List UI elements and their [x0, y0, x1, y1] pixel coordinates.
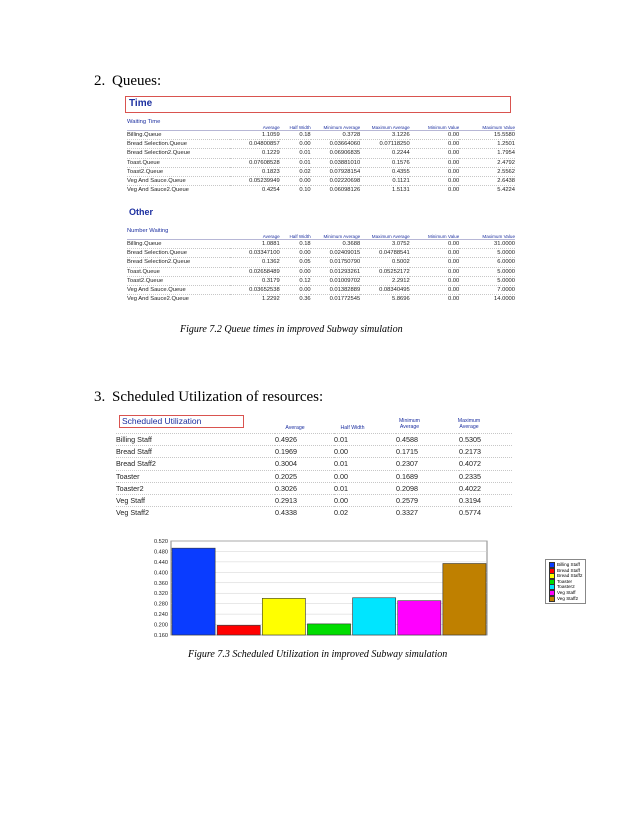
cell-name: Billing.Queue	[127, 131, 230, 140]
cell-half-width: 0.01	[280, 149, 311, 158]
cell-minimum-average: 0.3728	[311, 131, 361, 140]
cell-minimum-value: 0.00	[410, 258, 460, 267]
cell-half-width: 0.00	[280, 177, 311, 186]
cell-maximum-value: 2.4792	[459, 158, 515, 167]
cell-name: Bread Selection.Queue	[127, 140, 230, 149]
cell-name: Billing Staff	[116, 434, 275, 446]
cell-maximum-average: 0.1121	[360, 177, 410, 186]
cell-maximum-value: 5.0000	[459, 276, 515, 285]
cell-minimum-value: 0.00	[410, 140, 460, 149]
table-row	[127, 276, 515, 285]
cell-average: 0.1823	[230, 167, 280, 176]
cell-minimum-average: 0.2307	[396, 458, 459, 470]
bar-bread-staff2	[262, 598, 305, 635]
cell-half-width: 0.00	[280, 249, 311, 258]
cell-name: Toaster	[116, 470, 275, 482]
utilization-bar-chart	[148, 531, 488, 639]
cell-name: Veg Staff	[116, 495, 275, 507]
cell-average: 0.1362	[230, 258, 280, 267]
cell-minimum-average: 0.07928154	[311, 167, 361, 176]
util-header-half-width: Half Width	[340, 425, 365, 431]
cell-half-width: 0.00	[280, 286, 311, 295]
cell-average: 0.2913	[275, 495, 334, 507]
cell-half-width: 0.05	[280, 258, 311, 267]
cell-maximum-average: 0.4072	[459, 458, 512, 470]
legend-label: Bread Staff	[557, 567, 580, 573]
cell-half-width: 0.00	[334, 446, 396, 458]
cell-minimum-value: 0.00	[410, 149, 460, 158]
legend-label: Toaster2	[557, 584, 575, 590]
y-tick-label: 0.320	[154, 591, 168, 598]
cell-maximum-value: 14.0000	[459, 295, 515, 304]
cell-minimum-value: 0.00	[410, 249, 460, 258]
cell-maximum-average: 0.4022	[459, 482, 512, 494]
cell-half-width: 0.18	[280, 131, 311, 140]
cell-minimum-value: 0.00	[410, 286, 460, 295]
cell-half-width: 0.00	[280, 140, 311, 149]
legend-label: Billing Staff	[557, 562, 580, 568]
cell-minimum-average: 0.01772545	[311, 295, 361, 304]
cell-minimum-average: 0.03881010	[311, 158, 361, 167]
scheduled-utilization-label: Scheduled Utilization	[122, 416, 202, 426]
cell-minimum-value: 0.00	[410, 158, 460, 167]
cell-average: 0.1229	[230, 149, 280, 158]
col-header-minimum-value: Minimum Value	[410, 118, 460, 131]
cell-half-width: 0.00	[334, 470, 396, 482]
bar-veg-staff	[398, 601, 441, 635]
table-row	[127, 286, 515, 295]
section-title: Queues:	[112, 73, 162, 89]
y-tick-label: 0.520	[154, 539, 168, 545]
y-tick-label: 0.360	[154, 580, 168, 587]
cell-maximum-average: 0.3194	[459, 495, 512, 507]
table-row	[116, 482, 512, 494]
cell-maximum-average: 0.1576	[360, 158, 410, 167]
table-row	[116, 470, 512, 482]
table-row	[127, 167, 515, 176]
cell-name: Veg And Sauce.Queue	[127, 286, 230, 295]
cell-maximum-value: 1.7954	[459, 149, 515, 158]
table-row	[127, 131, 515, 140]
cell-average: 1.2292	[230, 295, 280, 304]
bar-billing-staff	[172, 548, 215, 635]
table-row	[127, 140, 515, 149]
section-number: 2.	[94, 73, 106, 89]
table-row	[127, 295, 515, 304]
number-waiting-title: Number Waiting	[127, 227, 230, 240]
section-title: Scheduled Utilization of resources:	[112, 389, 324, 405]
cell-minimum-average: 0.02220698	[311, 177, 361, 186]
cell-half-width: 0.01	[334, 458, 396, 470]
cell-minimum-value: 0.00	[410, 131, 460, 140]
cell-name: Bread Selection2.Queue	[127, 149, 230, 158]
chart-legend	[545, 559, 586, 604]
cell-name: Veg Staff2	[116, 507, 275, 519]
cell-half-width: 0.36	[280, 295, 311, 304]
cell-maximum-average: 5.8696	[360, 295, 410, 304]
cell-maximum-average: 0.5002	[360, 258, 410, 267]
cell-average: 0.4254	[230, 186, 280, 195]
cell-minimum-value: 0.00	[410, 186, 460, 195]
table-row	[127, 158, 515, 167]
cell-half-width: 0.12	[280, 276, 311, 285]
table-row	[116, 495, 512, 507]
cell-minimum-average: 0.01382889	[311, 286, 361, 295]
cell-name: Toast2.Queue	[127, 276, 230, 285]
cell-maximum-value: 31.0000	[459, 240, 515, 249]
legend-label: Veg Staff2	[557, 595, 579, 601]
cell-minimum-average: 0.1689	[396, 470, 459, 482]
cell-maximum-average: 3.1226	[360, 131, 410, 140]
cell-minimum-average: 0.06098126	[311, 186, 361, 195]
scheduled-utilization-banner	[119, 415, 244, 428]
cell-maximum-average: 0.04788541	[360, 249, 410, 258]
cell-half-width: 0.02	[334, 507, 396, 519]
cell-average: 0.07608528	[230, 158, 280, 167]
col-header-minimum-average: Minimum Average	[311, 227, 361, 240]
col-header-maximum-average: Maximum Average	[360, 227, 410, 240]
cell-maximum-average: 0.2244	[360, 149, 410, 158]
util-header-average: Average	[285, 425, 305, 431]
col-header-maximum-value: Maximum Value	[459, 118, 515, 131]
cell-maximum-value: 7.0000	[459, 286, 515, 295]
y-tick-label: 0.440	[154, 559, 168, 566]
table-row	[127, 267, 515, 276]
cell-minimum-average: 0.06906835	[311, 149, 361, 158]
section-heading-queues	[94, 73, 161, 90]
bar-veg-staff2	[443, 564, 486, 635]
cell-minimum-average: 0.1715	[396, 446, 459, 458]
util-header-minimum-average: Minimum Average	[398, 418, 421, 430]
cell-minimum-value: 0.00	[410, 240, 460, 249]
cell-minimum-average: 0.2579	[396, 495, 459, 507]
legend-label: Toaster	[557, 579, 573, 584]
cell-half-width: 0.10	[280, 186, 311, 195]
section-number: 3.	[94, 389, 106, 405]
cell-minimum-average: 0.3688	[311, 240, 361, 249]
cell-minimum-average: 0.03664060	[311, 140, 361, 149]
cell-minimum-average: 0.01750790	[311, 258, 361, 267]
time-banner-label: Time	[129, 98, 153, 109]
cell-name: Bread Selection2.Queue	[127, 258, 230, 267]
y-tick-label: 0.200	[154, 622, 168, 629]
cell-average: 0.3026	[275, 482, 334, 494]
cell-maximum-average: 0.4355	[360, 167, 410, 176]
col-header-minimum-value: Minimum Value	[410, 227, 460, 240]
table-row	[127, 177, 515, 186]
number-waiting-table	[127, 227, 515, 303]
cell-average: 0.03347100	[230, 249, 280, 258]
time-banner	[125, 96, 511, 113]
cell-average: 0.3004	[275, 458, 334, 470]
cell-average: 0.4338	[275, 507, 334, 519]
table-row	[116, 458, 512, 470]
cell-minimum-average: 0.01009702	[311, 276, 361, 285]
cell-average: 1.1059	[230, 131, 280, 140]
cell-minimum-value: 0.00	[410, 267, 460, 276]
cell-name: Veg And Sauce2.Queue	[127, 295, 230, 304]
cell-minimum-value: 0.00	[410, 167, 460, 176]
cell-name: Bread Staff	[116, 446, 275, 458]
col-header-half-width: Half Width	[280, 118, 311, 131]
cell-minimum-value: 0.00	[410, 177, 460, 186]
bar-bread-staff	[217, 625, 260, 635]
cell-average: 0.03652538	[230, 286, 280, 295]
cell-minimum-average: 0.02409015	[311, 249, 361, 258]
cell-maximum-value: 2.5562	[459, 167, 515, 176]
cell-average: 0.05239949	[230, 177, 280, 186]
y-tick-label: 0.160	[154, 633, 168, 639]
cell-minimum-average: 0.3327	[396, 507, 459, 519]
cell-average: 0.04800857	[230, 140, 280, 149]
cell-average: 0.2025	[275, 470, 334, 482]
figure-7-2-caption: Figure 7.2 Queue times in improved Subway simulation	[180, 324, 403, 335]
cell-half-width: 0.18	[280, 240, 311, 249]
col-header-average: Average	[230, 118, 280, 131]
bar-toaster2	[353, 598, 396, 635]
cell-name: Toaster2	[116, 482, 275, 494]
table-row	[116, 446, 512, 458]
cell-half-width: 0.02	[280, 167, 311, 176]
cell-name: Toast2.Queue	[127, 167, 230, 176]
section-heading-utilization	[94, 389, 323, 406]
col-header-average: Average	[230, 227, 280, 240]
cell-half-width: 0.00	[280, 267, 311, 276]
legend-item	[549, 596, 582, 602]
cell-minimum-average: 0.01293261	[311, 267, 361, 276]
cell-name: Bread Selection.Queue	[127, 249, 230, 258]
table-row	[127, 186, 515, 195]
cell-half-width: 0.00	[334, 495, 396, 507]
cell-name: Veg And Sauce2.Queue	[127, 186, 230, 195]
cell-maximum-average: 0.5774	[459, 507, 512, 519]
cell-maximum-value: 2.6438	[459, 177, 515, 186]
cell-maximum-value: 5.0000	[459, 249, 515, 258]
col-header-half-width: Half Width	[280, 227, 311, 240]
other-heading: Other	[129, 207, 154, 217]
legend-label: Veg Staff	[557, 590, 576, 596]
cell-half-width: 0.01	[334, 434, 396, 446]
table-row	[116, 507, 512, 519]
y-tick-label: 0.280	[154, 601, 168, 608]
cell-average: 0.02658489	[230, 267, 280, 276]
y-tick-label: 0.400	[154, 570, 168, 577]
cell-minimum-average: 0.2098	[396, 482, 459, 494]
cell-average: 1.0881	[230, 240, 280, 249]
col-header-maximum-value: Maximum Value	[459, 227, 515, 240]
cell-maximum-average: 0.08340495	[360, 286, 410, 295]
cell-average: 0.3179	[230, 276, 280, 285]
cell-average: 0.4926	[275, 434, 334, 446]
cell-name: Toast.Queue	[127, 267, 230, 276]
waiting-time-title: Waiting Time	[127, 118, 230, 131]
bar-toaster	[307, 624, 350, 635]
cell-maximum-average: 1.5131	[360, 186, 410, 195]
figure-7-3-caption: Figure 7.3 Scheduled Utilization in improved Subway simulation	[188, 649, 448, 660]
y-tick-label: 0.480	[154, 549, 168, 556]
cell-maximum-value: 1.2501	[459, 140, 515, 149]
table-row	[127, 240, 515, 249]
legend-label: Bread Staff2	[557, 573, 583, 579]
cell-maximum-value: 5.0000	[459, 267, 515, 276]
cell-minimum-average: 0.4588	[396, 434, 459, 446]
util-header-maximum-average: Maximum Average	[457, 418, 481, 430]
cell-maximum-average: 2.2912	[360, 276, 410, 285]
table-row	[116, 434, 512, 446]
legend-swatch	[549, 596, 555, 602]
cell-maximum-value: 15.5580	[459, 131, 515, 140]
cell-maximum-value: 6.0000	[459, 258, 515, 267]
cell-maximum-average: 0.5305	[459, 434, 512, 446]
y-tick-label: 0.240	[154, 612, 168, 619]
scheduled-utilization-table	[116, 433, 512, 518]
cell-half-width: 0.01	[334, 482, 396, 494]
cell-name: Veg And Sauce.Queue	[127, 177, 230, 186]
cell-maximum-average: 3.0752	[360, 240, 410, 249]
cell-maximum-average: 0.05252172	[360, 267, 410, 276]
table-row	[127, 249, 515, 258]
cell-half-width: 0.01	[280, 158, 311, 167]
table-row	[127, 258, 515, 267]
cell-minimum-value: 0.00	[410, 276, 460, 285]
waiting-time-table	[127, 118, 515, 194]
cell-maximum-value: 5.4224	[459, 186, 515, 195]
cell-maximum-average: 0.2335	[459, 470, 512, 482]
cell-name: Billing.Queue	[127, 240, 230, 249]
cell-average: 0.1969	[275, 446, 334, 458]
col-header-maximum-average: Maximum Average	[360, 118, 410, 131]
cell-name: Toast.Queue	[127, 158, 230, 167]
cell-maximum-average: 0.07118250	[360, 140, 410, 149]
cell-maximum-average: 0.2173	[459, 446, 512, 458]
table-row	[127, 149, 515, 158]
cell-name: Bread Staff2	[116, 458, 275, 470]
col-header-minimum-average: Minimum Average	[311, 118, 361, 131]
cell-minimum-value: 0.00	[410, 295, 460, 304]
